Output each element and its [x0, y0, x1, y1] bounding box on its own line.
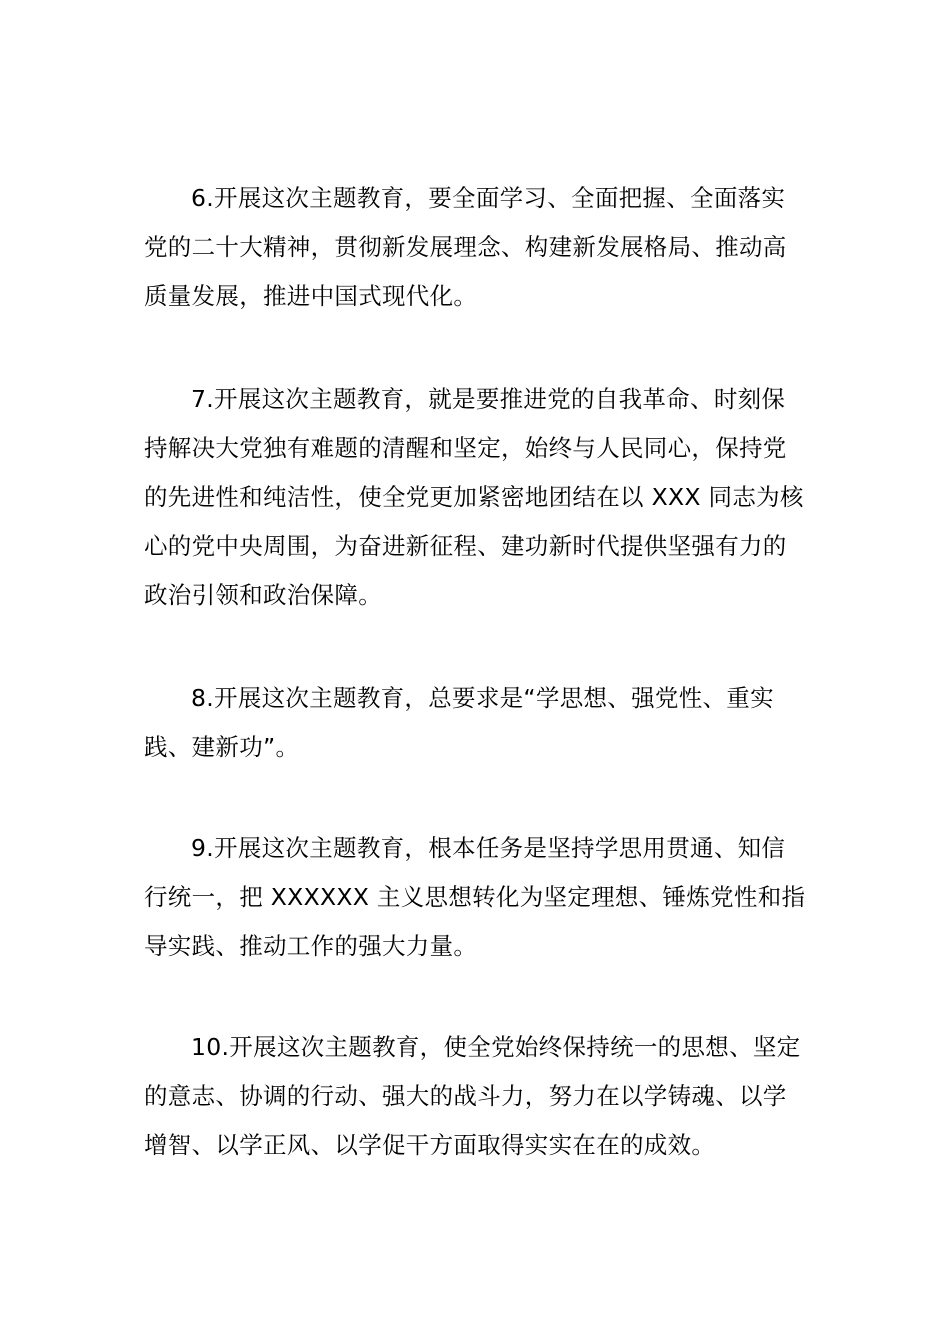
paragraph-line: 6.开展这次主题教育，要全面学习、全面把握、全面落实 — [191, 184, 786, 212]
paragraph-line: 的意志、协调的行动、强大的战斗力，努力在以学铸魂、以学 — [144, 1082, 787, 1110]
paragraph-line: 行统一，把 XXXXXX 主义思想转化为坚定理想、锤炼党性和指 — [144, 883, 806, 911]
paragraph-line: 党的二十大精神，贯彻新发展理念、构建新发展格局、推动高 — [144, 233, 787, 261]
paragraph-line: 10.开展这次主题教育，使全党始终保持统一的思想、坚定 — [191, 1033, 801, 1061]
paragraph-line: 增智、以学正风、以学促干方面取得实实在在的成效。 — [144, 1131, 716, 1159]
paragraph-8 — [144, 674, 808, 772]
paragraph-line: 7.开展这次主题教育，就是要推进党的自我革命、时刻保 — [191, 385, 786, 413]
paragraph-9 — [144, 824, 808, 971]
paragraph-line: 持解决大党独有难题的清醒和坚定，始终与人民同心，保持党 — [144, 434, 787, 462]
paragraph-line: 政治引领和政治保障。 — [144, 581, 382, 609]
paragraph-line: 9.开展这次主题教育，根本任务是坚持学思用贯通、知信 — [191, 834, 786, 862]
paragraph-7 — [144, 375, 808, 620]
paragraph-line: 践、建新功”。 — [144, 733, 300, 761]
paragraph-10 — [144, 1023, 808, 1170]
paragraph-line: 8.开展这次主题教育，总要求是“学思想、强党性、重实 — [191, 684, 774, 712]
paragraph-line: 的先进性和纯洁性，使全党更加紧密地团结在以 XXX 同志为核 — [144, 483, 804, 511]
paragraph-line: 质量发展，推进中国式现代化。 — [144, 282, 478, 310]
paragraph-6 — [144, 174, 808, 321]
paragraph-line: 导实践、推动工作的强大力量。 — [144, 932, 478, 960]
paragraph-line: 心的党中央周围，为奋进新征程、建功新时代提供坚强有力的 — [144, 532, 787, 560]
